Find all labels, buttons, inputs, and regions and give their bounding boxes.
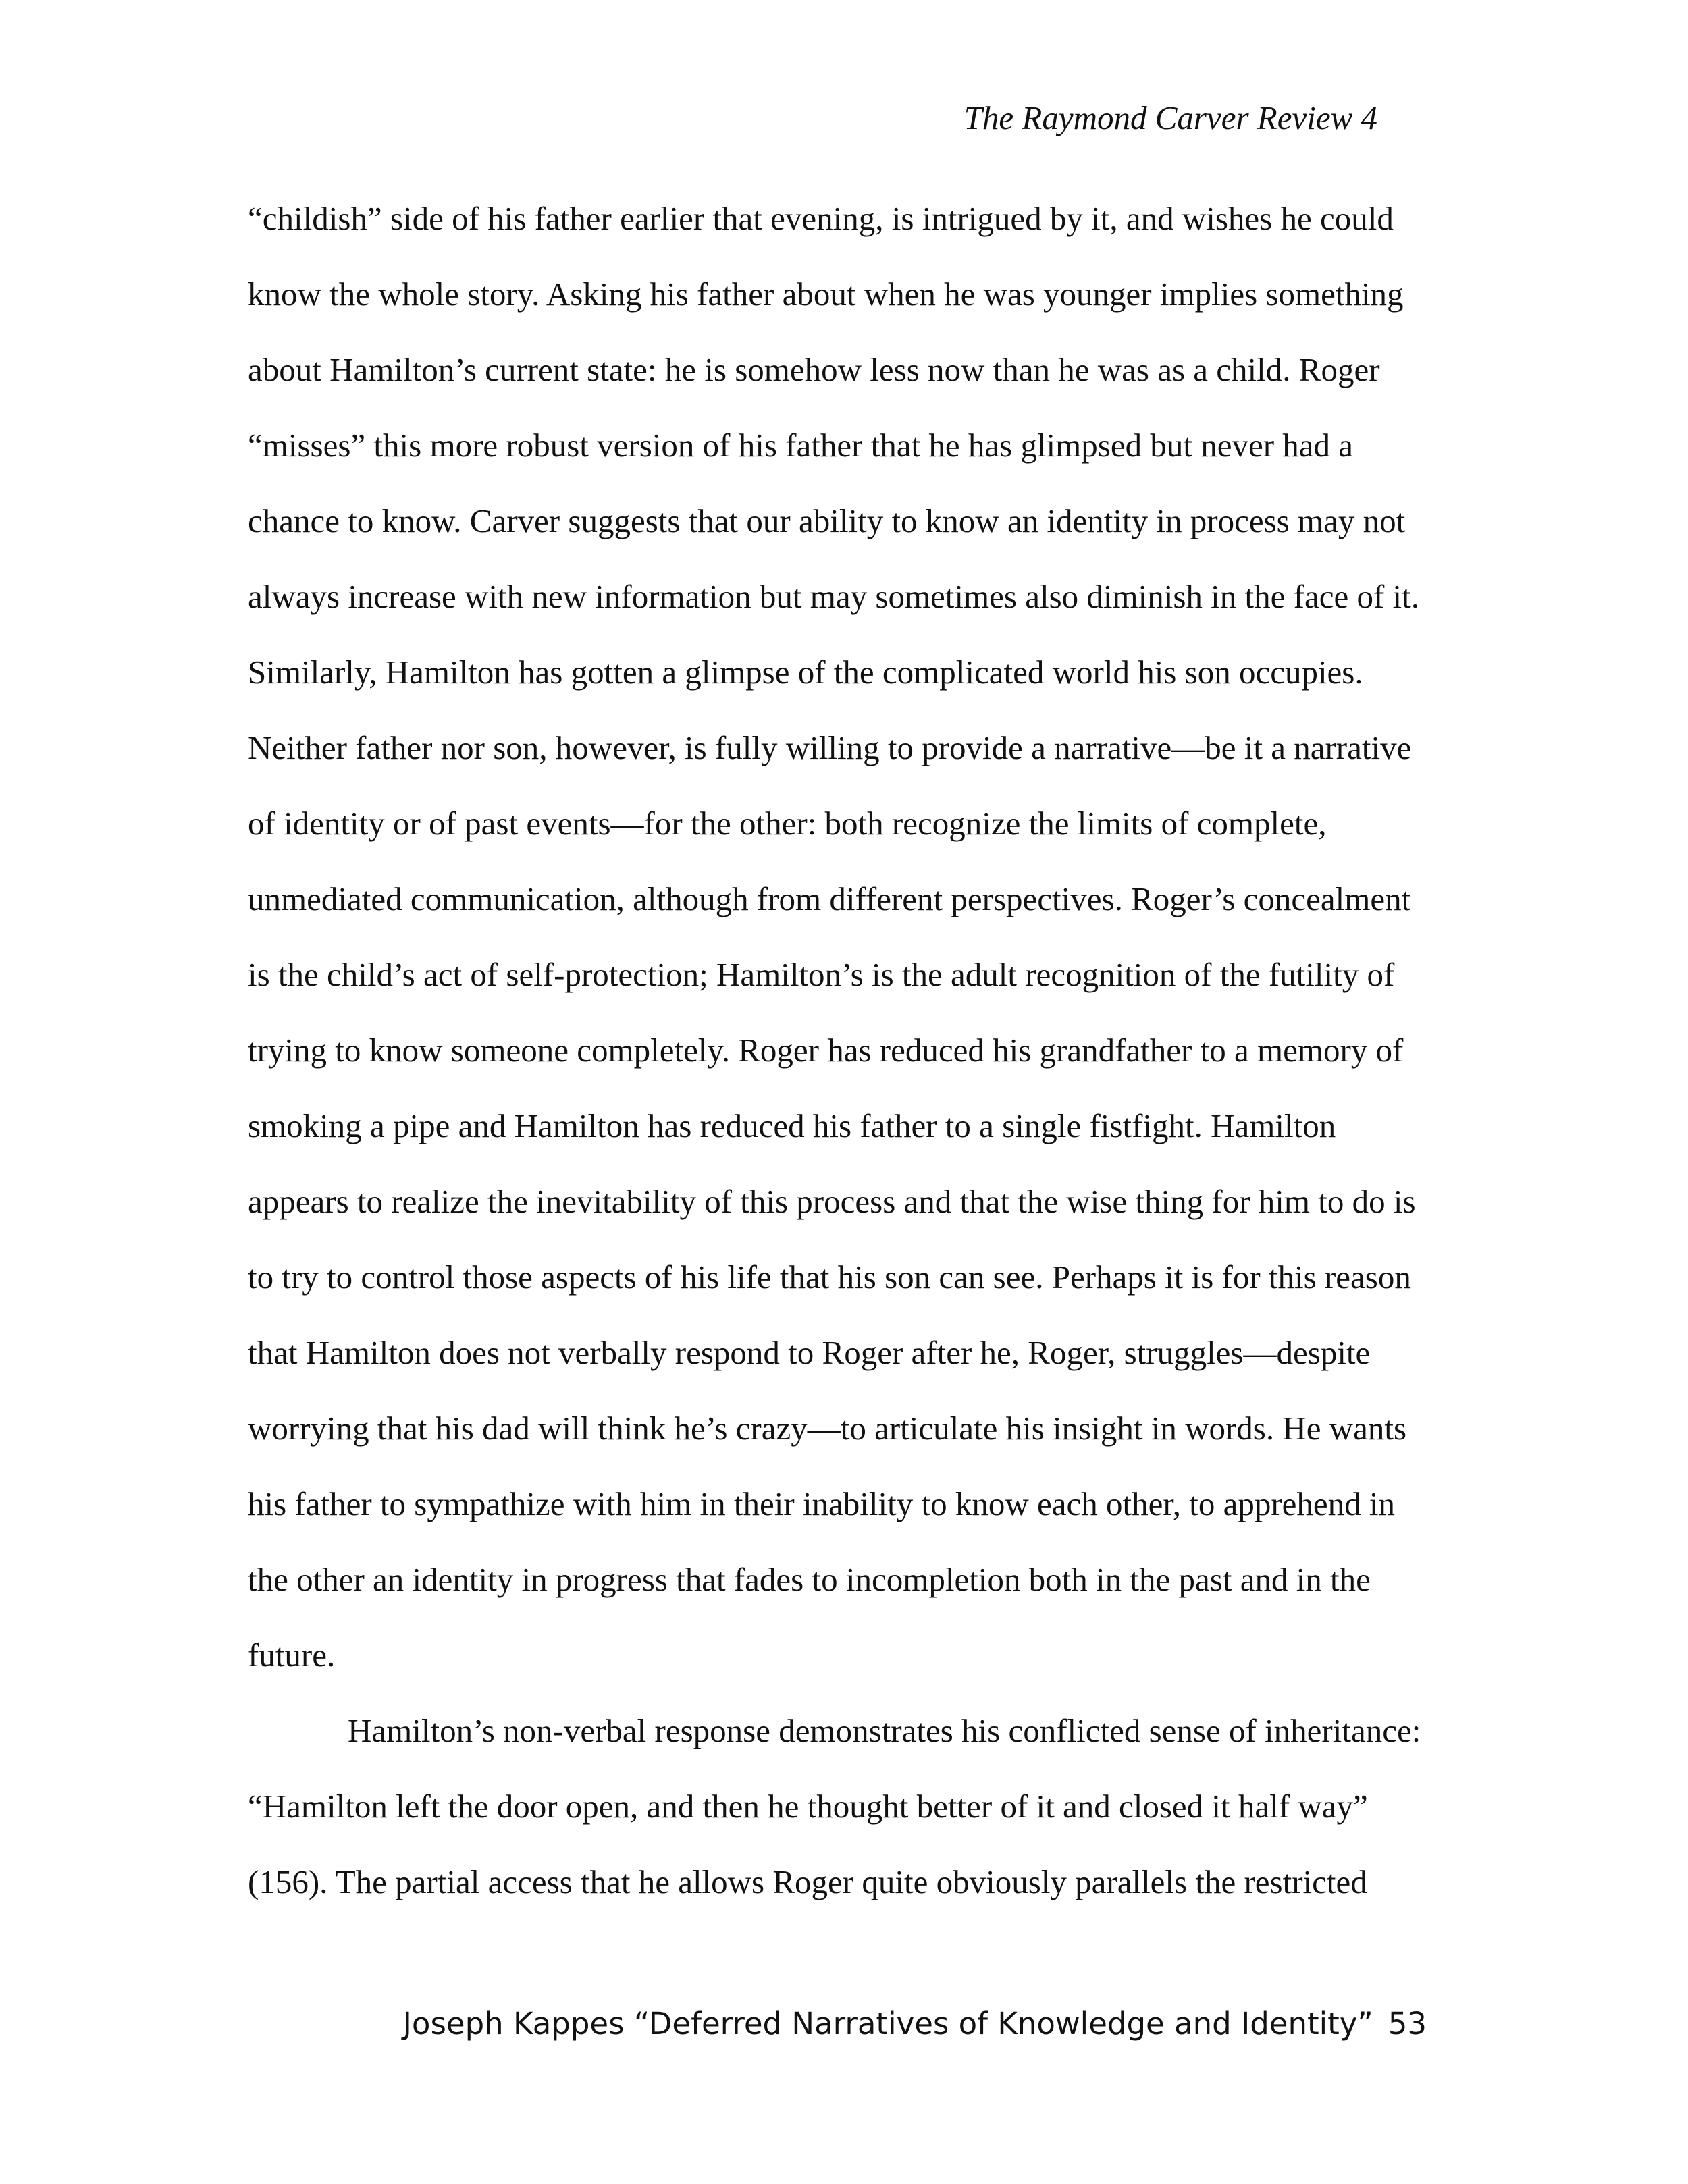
text-line: smoking a pipe and Hamilton has reduced his father to a single fistfight. Hamilton (248, 1107, 1336, 1144)
article-body (248, 196, 1463, 1935)
text-line: Neither father nor son, however, is fully willing to provide a narrative—be it a narrative (248, 729, 1412, 766)
text-line: Similarly, Hamilton has gotten a glimpse of the complicated world his son occupies. (248, 654, 1363, 691)
text-line: is the child’s act of self-protection; Hamilton’s is the adult recognition of the futility of (248, 956, 1395, 993)
running-head: The Raymond Carver Review 4 (964, 99, 1377, 136)
footer-author-title: Joseph Kappes “Deferred Narratives of Knowledge and Identity” (402, 2006, 1373, 2042)
text-line: “misses” this more robust version of his father that he has glimpsed but never had a (248, 427, 1354, 464)
text-line: to try to control those aspects of his life that his son can see. Perhaps it is for this reason (248, 1258, 1411, 1296)
text-line: that Hamilton does not verbally respond to Roger after he, Roger, struggles—despite (248, 1334, 1371, 1371)
text-line: trying to know someone completely. Roger has reduced his grandfather to a memory of (248, 1032, 1404, 1069)
text-line: always increase with new information but may sometimes also diminish in the face of it. (248, 578, 1420, 615)
page-footer (403, 2004, 1427, 2044)
text-line: “Hamilton left the door open, and then he thought better of it and closed it half way” (248, 1788, 1368, 1825)
text-line: “childish” side of his father earlier that evening, is intrigued by it, and wishes he could (248, 200, 1394, 237)
text-line: chance to know. Carver suggests that our ability to know an identity in process may not (248, 502, 1406, 539)
text-line: (156). The partial access that he allows Roger quite obviously parallels the restricted (248, 1863, 1367, 1900)
text-line: unmediated communication, although from different perspectives. Roger’s concealment (248, 880, 1411, 917)
text-line: worrying that his dad will think he’s crazy—to articulate his insight in words. He wants (248, 1410, 1407, 1447)
text-line: appears to realize the inevitability of this process and that the wise thing for him to do is (248, 1183, 1416, 1220)
text-line: of identity or of past events—for the other: both recognize the limits of complete, (248, 805, 1327, 842)
text-line: know the whole story. Asking his father about when he was younger implies something (248, 275, 1404, 313)
page-number: 53 (1388, 2006, 1427, 2042)
text-line: future. (248, 1636, 336, 1674)
text-line: about Hamilton’s current state: he is somehow less now than he was as a child. Roger (248, 351, 1380, 388)
text-line: his father to sympathize with him in their inability to know each other, to apprehend in (248, 1485, 1396, 1522)
paragraph-start-line: Hamilton’s non-verbal response demonstrates his conflicted sense of inheritance: (348, 1712, 1421, 1749)
text-line: the other an identity in progress that fades to incompletion both in the past and in the (248, 1561, 1371, 1598)
